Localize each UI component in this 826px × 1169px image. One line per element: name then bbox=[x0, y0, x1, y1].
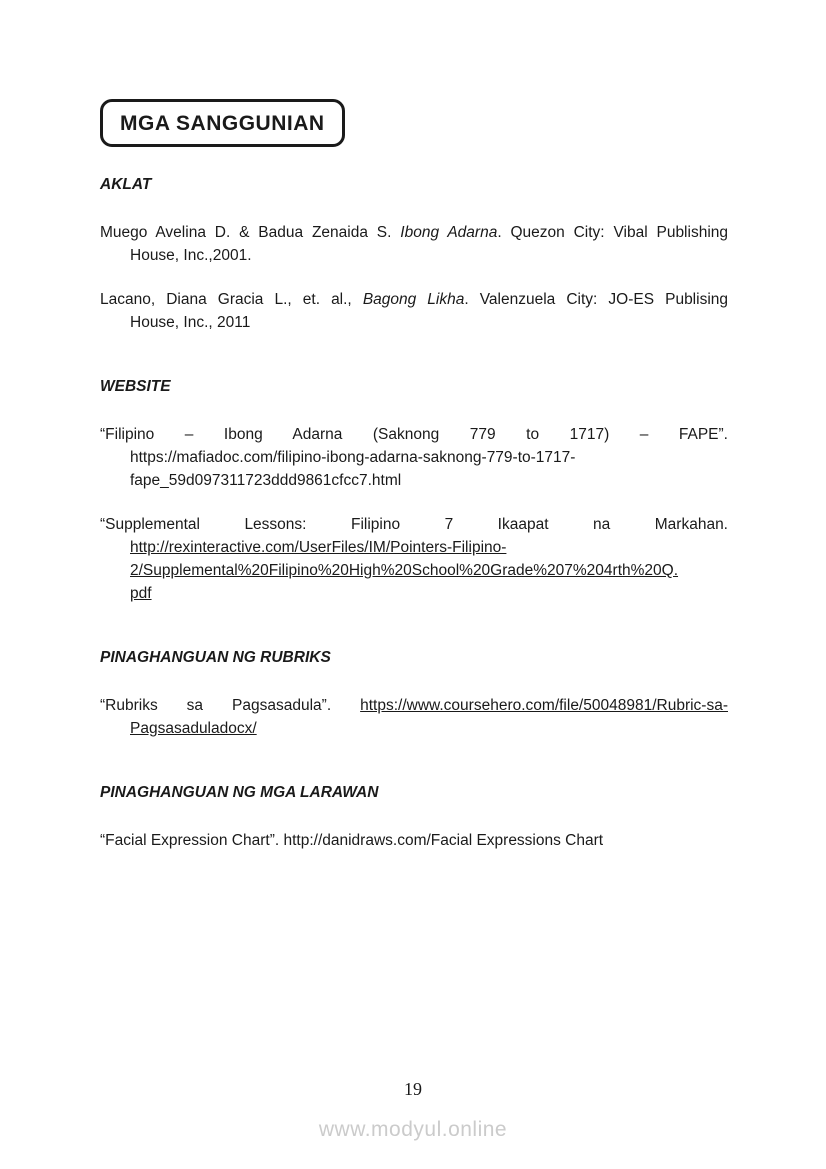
reference-text: . Valenzuela City: JO-ES Publising bbox=[464, 291, 729, 308]
reference-text: https://mafiadoc.com/filipino-ibong-adarna-saknong-779-to-1717- bbox=[130, 449, 576, 466]
reference-line bbox=[100, 221, 728, 244]
reference-line bbox=[100, 423, 728, 446]
title-box bbox=[100, 99, 345, 147]
reference-line bbox=[130, 559, 728, 582]
section-heading: PINAGHANGUAN NG MGA LARAWAN bbox=[100, 784, 379, 801]
reference-text: “Supplemental Lessons: Filipino 7 Ikaapat na Markahan. bbox=[100, 516, 728, 533]
reference-line bbox=[130, 311, 728, 334]
section-heading: PINAGHANGUAN NG RUBRIKS bbox=[100, 649, 331, 666]
section-heading: AKLAT bbox=[100, 176, 152, 193]
reference-text: Lacano, Diana Gracia L., et. al., bbox=[100, 291, 363, 308]
reference-text: “Facial Expression Chart”. http://danidraws.com/Facial Expressions Chart bbox=[100, 832, 604, 849]
reference-url-link[interactable]: Pagsasaduladocx/ bbox=[130, 720, 257, 737]
references-list bbox=[100, 173, 728, 852]
reference-entry bbox=[100, 694, 728, 740]
page-title: MGA SANGGUNIAN bbox=[120, 112, 325, 135]
reference-line bbox=[100, 288, 728, 311]
reference-url-link[interactable]: pdf bbox=[130, 585, 152, 602]
reference-line bbox=[130, 469, 728, 492]
reference-text: Muego Avelina D. & Badua Zenaida S. bbox=[100, 224, 401, 241]
reference-entry bbox=[100, 423, 728, 492]
reference-line bbox=[130, 717, 728, 740]
reference-text: . Quezon City: Vibal Publishing bbox=[497, 224, 729, 241]
reference-line bbox=[100, 829, 728, 852]
reference-entry bbox=[100, 221, 728, 267]
reference-text: “Rubriks sa Pagsasadula”. bbox=[100, 697, 361, 714]
reference-text: Bagong Likha bbox=[362, 291, 465, 308]
reference-line bbox=[130, 244, 728, 267]
page-number: 19 bbox=[404, 1079, 422, 1099]
reference-line bbox=[100, 694, 728, 717]
reference-text: “Filipino – Ibong Adarna (Saknong 779 to 1717) – FAPE”. bbox=[100, 426, 728, 443]
reference-url-link[interactable]: http://rexinteractive.com/UserFiles/IM/Pointers-Filipino- bbox=[130, 539, 507, 556]
reference-line bbox=[100, 513, 728, 536]
reference-text: House, Inc., 2011 bbox=[130, 314, 251, 331]
reference-text: Ibong Adarna bbox=[400, 224, 498, 241]
reference-line bbox=[130, 536, 728, 559]
reference-text: fape_59d097311723ddd9861cfcc7.html bbox=[130, 472, 402, 489]
watermark: www.modyul.online bbox=[318, 1118, 508, 1141]
reference-url-link[interactable]: https://www.coursehero.com/file/50048981/Rubric-sa- bbox=[360, 697, 728, 714]
reference-text: House, Inc.,2001. bbox=[130, 247, 252, 264]
reference-line bbox=[130, 446, 728, 469]
reference-entry bbox=[100, 288, 728, 334]
reference-entry bbox=[100, 513, 728, 605]
reference-entry bbox=[100, 829, 728, 852]
reference-url-link[interactable]: 2/Supplemental%20Filipino%20High%20School%20Grade%207%204rth%20Q. bbox=[130, 562, 679, 579]
reference-line bbox=[130, 582, 728, 605]
section-heading: WEBSITE bbox=[100, 378, 171, 395]
